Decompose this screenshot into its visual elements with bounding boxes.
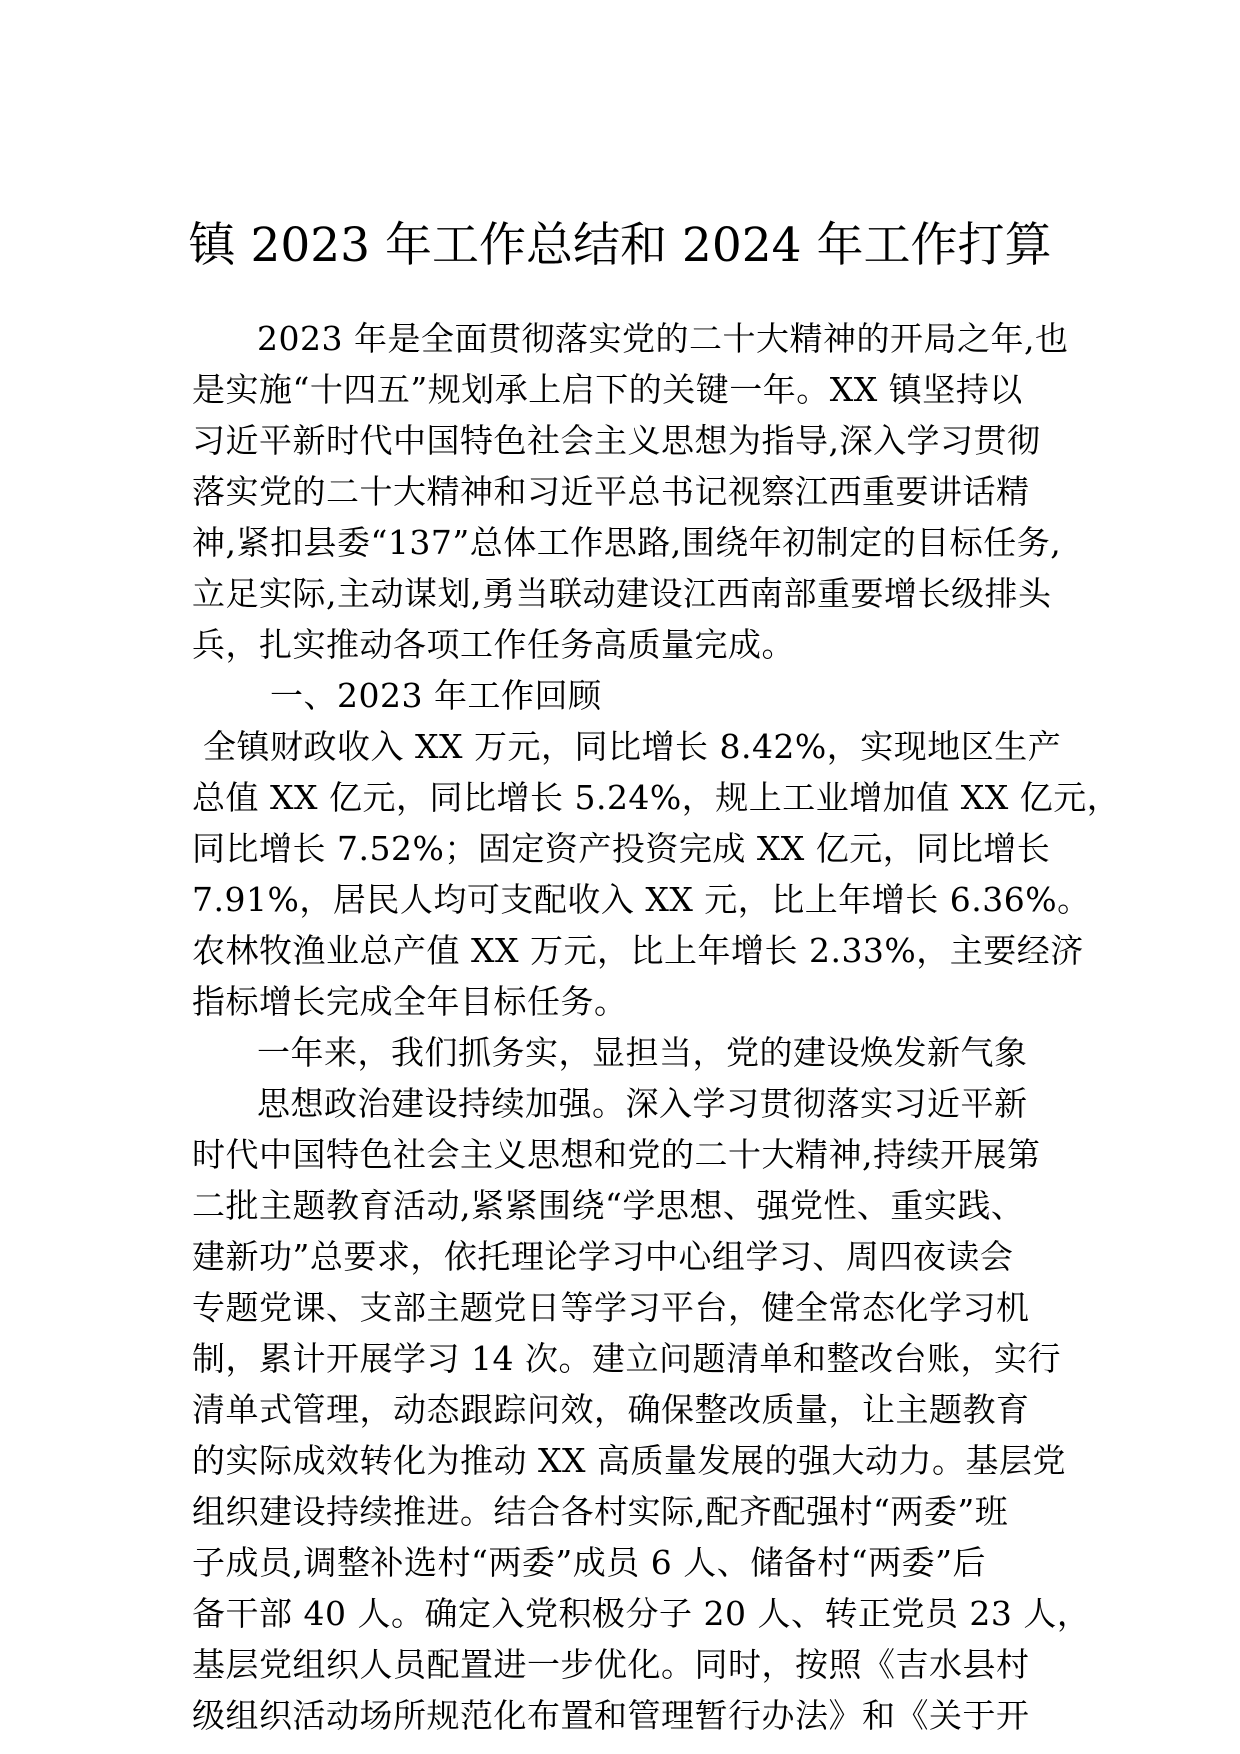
paragraph-line: 思想政治建设持续加强。深入学习贯彻落实习近平新: [257, 1084, 1028, 1123]
paragraph-line: 专题党课、支部主题党日等学习平台，健全常态化学习机: [192, 1288, 1030, 1327]
document-title: 镇 2023 年工作总结和 2024 年工作打算: [188, 218, 1052, 273]
paragraph-line: 备干部 40 人。确定入党积极分子 20 人、转正党员 23 人，: [192, 1594, 1091, 1633]
paragraph-line: 总值 XX 亿元，同比增长 5.24%，规上工业增加值 XX 亿元，: [192, 778, 1121, 817]
paragraph-line: 二批主题教育活动,紧紧围绕“学思想、强党性、重实践、: [192, 1186, 1025, 1225]
section-heading: 一、2023 年工作回顾: [270, 676, 602, 715]
paragraph-line: 2023 年是全面贯彻落实党的二十大精神的开局之年,也: [257, 319, 1069, 358]
paragraph-line: 级组织活动场所规范化布置和管理暂行办法》和《关于开: [192, 1696, 1030, 1735]
paragraph-line: 全镇财政收入 XX 万元，同比增长 8.42%，实现地区生产: [203, 727, 1062, 766]
paragraph-line: 同比增长 7.52%；固定资产投资完成 XX 亿元，同比增长: [192, 829, 1051, 868]
paragraph-line: 指标增长完成全年目标任务。: [192, 982, 628, 1021]
paragraph-line: 清单式管理，动态跟踪问效，确保整改质量，让主题教育: [192, 1390, 1030, 1429]
paragraph-line: 制，累计开展学习 14 次。建立问题清单和整改台账，实行: [192, 1339, 1061, 1378]
paragraph-line: 基层党组织人员配置进一步优化。同时，按照《吉水县村: [192, 1645, 1030, 1684]
paragraph-line: 子成员,调整补选村“两委”成员 6 人、储备村“两委”后: [192, 1543, 986, 1582]
paragraph-line: 立足实际,主动谋划,勇当联动建设江西南部重要增长级排头: [192, 574, 1052, 613]
paragraph-line: 组织建设持续推进。结合各村实际,配齐配强村“两委”班: [192, 1492, 1009, 1531]
paragraph-line: 习近平新时代中国特色社会主义思想为指导,深入学习贯彻: [192, 421, 1041, 460]
paragraph-line: 7.91%，居民人均可支配收入 XX 元，比上年增长 6.36%。: [192, 880, 1091, 919]
paragraph-line: 建新功”总要求，依托理论学习中心组学习、周四夜读会: [192, 1237, 1014, 1276]
paragraph-line: 是实施“十四五”规划承上启下的关键一年。XX 镇坚持以: [192, 370, 1023, 409]
paragraph-line: 落实党的二十大精神和习近平总书记视察江西重要讲话精: [192, 472, 1030, 511]
paragraph-line: 一年来，我们抓务实，显担当，党的建设焕发新气象: [257, 1033, 1028, 1072]
paragraph-line: 神,紧扣县委“137”总体工作思路,围绕年初制定的目标任务,: [192, 523, 1062, 562]
paragraph-line: 的实际成效转化为推动 XX 高质量发展的强大动力。基层党: [192, 1441, 1066, 1480]
paragraph-line: 兵，扎实推动各项工作任务高质量完成。: [192, 625, 795, 664]
paragraph-line: 时代中国特色社会主义思想和党的二十大精神,持续开展第: [192, 1135, 1041, 1174]
paragraph-line: 农林牧渔业总产值 XX 万元，比上年增长 2.33%，主要经济: [192, 931, 1084, 970]
